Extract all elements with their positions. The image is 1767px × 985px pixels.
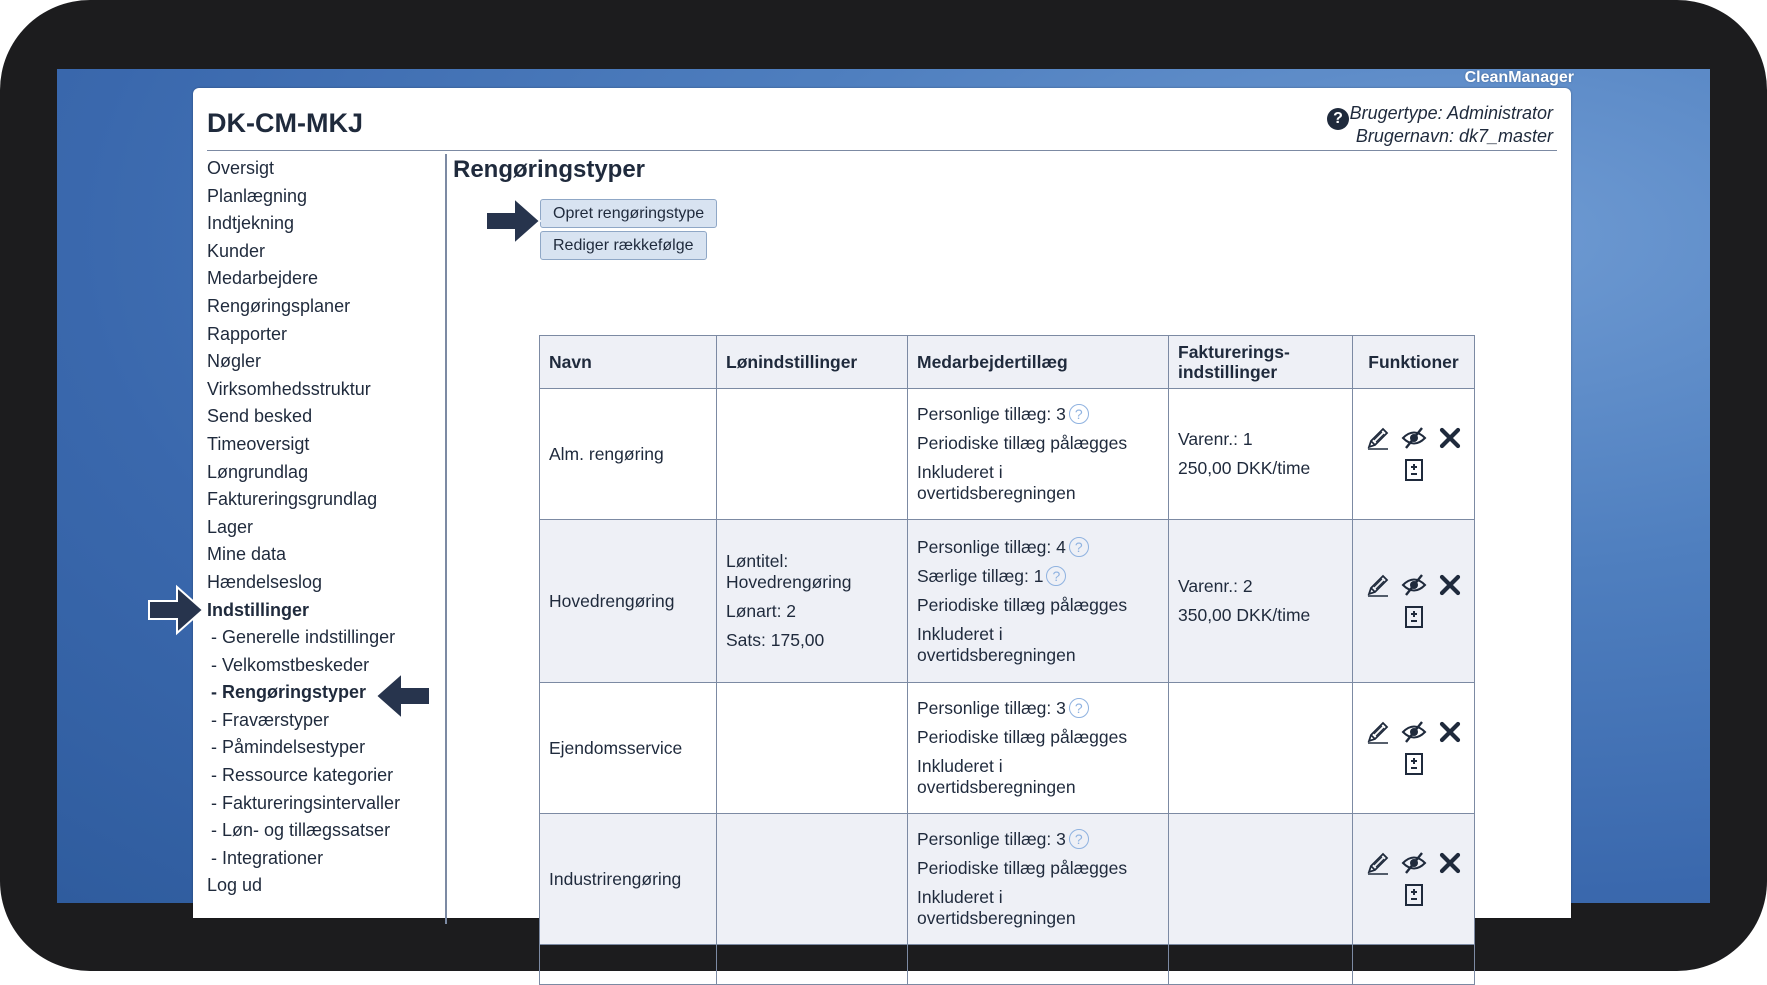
cell-salary	[717, 814, 908, 945]
cell-functions	[1353, 814, 1475, 945]
sidebar-item-rengoeringsplaner[interactable]: Rengøringsplaner	[207, 295, 351, 316]
cell-name: Industrirengøring	[540, 814, 717, 945]
sidebar-item-loengrundlag[interactable]: Løngrundlag	[207, 461, 309, 482]
username: Brugernavn: dk7_master	[1355, 126, 1553, 146]
salary-line: Løntitel: Hovedrengøring	[726, 551, 852, 592]
sidebar-divider	[445, 154, 447, 924]
cell-employee	[908, 945, 1169, 985]
cell-functions	[1353, 945, 1475, 985]
billing-line: Varenr.: 1	[1178, 429, 1253, 449]
employee-line: Særlige tillæg: 1	[917, 565, 1044, 586]
sidebar-item-faktureringsgrundlag[interactable]: Faktureringsgrundlag	[207, 489, 378, 510]
billing-line: 250,00 DKK/time	[1178, 458, 1311, 478]
table-header-row	[540, 336, 1475, 389]
info-icon[interactable]: ?	[1069, 698, 1089, 718]
annotation-arrow-left-icon	[374, 671, 432, 721]
employee-line: Personlige tillæg: 3	[917, 698, 1066, 718]
salary-line: Sats: 175,00	[726, 630, 825, 650]
cell-billing	[1169, 945, 1353, 985]
delete-x-icon[interactable]	[1437, 850, 1463, 876]
table-row	[540, 389, 1475, 520]
employee-line: Personlige tillæg: 3	[917, 829, 1066, 849]
cell-salary	[717, 945, 908, 985]
app-window	[193, 88, 1571, 928]
sidebar-subitem-integrationer[interactable]: - Integrationer	[211, 847, 324, 868]
billing-line: Varenr.: 2	[1178, 576, 1253, 596]
annotation-arrow-right-icon	[147, 585, 205, 635]
hide-eye-icon[interactable]	[1401, 850, 1427, 876]
app-header	[207, 88, 1557, 151]
sidebar-nav	[207, 155, 452, 900]
cell-salary	[717, 683, 908, 814]
sidebar-subitem-loen-og-tillaegssatser[interactable]: - Løn- og tillægssatser	[211, 820, 391, 841]
app-title: DK-CM-MKJ	[207, 108, 363, 138]
sidebar-item-send-besked[interactable]: Send besked	[207, 406, 313, 427]
edit-pencil-icon[interactable]	[1365, 572, 1391, 598]
sidebar-subitem-faktureringsintervaller[interactable]: - Faktureringsintervaller	[211, 792, 401, 813]
cell-billing	[1169, 683, 1353, 814]
cell-name: Alm. rengøring	[540, 389, 717, 520]
reorder-button[interactable]: Rediger rækkefølge	[540, 231, 707, 260]
column-header-loenindstillinger: Lønindstillinger	[717, 336, 908, 389]
cell-name: Hovedrengøring	[540, 520, 717, 683]
screen	[57, 69, 1710, 928]
hide-eye-icon[interactable]	[1401, 425, 1427, 451]
cell-name: Ejendomsservice	[540, 683, 717, 814]
table-row	[540, 520, 1475, 683]
clipboard-plus-minus-icon[interactable]	[1401, 882, 1427, 908]
sidebar-item-oversigt[interactable]: Oversigt	[207, 158, 275, 178]
table-row	[540, 945, 1475, 985]
billing-line: 350,00 DKK/time	[1178, 605, 1311, 625]
sidebar-subitem-ressource-kategorier[interactable]: - Ressource kategorier	[211, 765, 394, 786]
brand-label: CleanManager	[1464, 69, 1574, 86]
employee-line: Inkluderet i overtidsberegningen	[917, 756, 1076, 797]
hide-eye-icon[interactable]	[1401, 572, 1427, 598]
column-header-faktureringsindstillinger: Fakturerings- indstillinger	[1169, 336, 1353, 389]
cell-functions	[1353, 389, 1475, 520]
clipboard-plus-minus-icon[interactable]	[1401, 751, 1427, 777]
table-row	[540, 814, 1475, 945]
sidebar-item-noegler[interactable]: Nøgler	[207, 351, 262, 372]
sidebar-item-indtjekning[interactable]: Indtjekning	[207, 213, 295, 234]
clipboard-plus-minus-icon[interactable]	[1401, 457, 1427, 483]
help-icon[interactable]: ?	[1327, 108, 1349, 130]
create-cleaning-type-button[interactable]: Opret rengøringstype	[540, 199, 717, 228]
info-icon[interactable]: ?	[1069, 537, 1089, 557]
sidebar-item-mine-data[interactable]: Mine data	[207, 544, 287, 565]
cell-billing	[1169, 814, 1353, 945]
column-header-funktioner: Funktioner	[1353, 336, 1475, 389]
cell-name	[540, 945, 717, 985]
user-type: Brugertype: Administrator	[1349, 103, 1553, 123]
edit-pencil-icon[interactable]	[1365, 425, 1391, 451]
delete-x-icon[interactable]	[1437, 425, 1463, 451]
info-icon[interactable]: ?	[1069, 404, 1089, 424]
sidebar-item-medarbejdere[interactable]: Medarbejdere	[207, 268, 319, 289]
cell-billing	[1169, 389, 1353, 520]
delete-x-icon[interactable]	[1437, 719, 1463, 745]
sidebar-item-rapporter[interactable]: Rapporter	[207, 323, 288, 344]
column-header-navn: Navn	[540, 336, 717, 389]
page-title: Rengøringstyper	[453, 156, 646, 183]
cell-functions	[1353, 683, 1475, 814]
table-row	[540, 683, 1475, 814]
edit-pencil-icon[interactable]	[1365, 850, 1391, 876]
cell-employee	[908, 520, 1169, 683]
delete-x-icon[interactable]	[1437, 572, 1463, 598]
info-icon[interactable]: ?	[1046, 566, 1066, 586]
sidebar-item-kunder[interactable]: Kunder	[207, 240, 266, 261]
edit-pencil-icon[interactable]	[1365, 719, 1391, 745]
annotation-arrow-right-icon	[484, 196, 542, 246]
sidebar-item-indstillinger[interactable]: Indstillinger	[207, 599, 310, 620]
employee-line: Inkluderet i overtidsberegningen	[917, 462, 1076, 503]
salary-line: Lønart: 2	[726, 601, 797, 621]
employee-line: Periodiske tillæg pålægges	[917, 858, 1128, 878]
sidebar-item-planlaegning[interactable]: Planlægning	[207, 185, 308, 206]
sidebar-subitem-fravaerstyper[interactable]: - Fraværstyper	[211, 709, 330, 730]
cell-salary	[717, 389, 908, 520]
employee-line: Personlige tillæg: 4	[917, 536, 1066, 557]
sidebar-item-virksomhedsstruktur[interactable]: Virksomhedsstruktur	[207, 378, 371, 399]
cell-billing	[1169, 520, 1353, 683]
cleaning-types-table	[539, 335, 1475, 985]
sidebar-item-timeoversigt[interactable]: Timeoversigt	[207, 433, 310, 454]
employee-line: Periodiske tillæg pålægges	[917, 433, 1128, 453]
sidebar-subitem-velkomstbeskeder[interactable]: - Velkomstbeskeder	[211, 654, 370, 675]
employee-line: Periodiske tillæg pålægges	[917, 727, 1128, 747]
cell-employee	[908, 389, 1169, 520]
sidebar-item-log-ud[interactable]: Log ud	[207, 875, 263, 896]
employee-line: Inkluderet i overtidsberegningen	[917, 623, 1076, 665]
cell-employee	[908, 683, 1169, 814]
employee-line: Personlige tillæg: 3	[917, 404, 1066, 424]
sidebar-item-lager[interactable]: Lager	[207, 516, 254, 537]
clipboard-plus-minus-icon[interactable]	[1401, 604, 1427, 630]
info-icon[interactable]: ?	[1069, 829, 1089, 849]
employee-line: Periodiske tillæg pålægges	[917, 594, 1128, 615]
main-content	[453, 154, 1563, 928]
sidebar-subitem-rengoeringstyper[interactable]: - Rengøringstyper	[211, 682, 367, 703]
cell-salary	[717, 520, 908, 683]
user-info	[1350, 102, 1553, 148]
sidebar-subitem-paamindelsestyper[interactable]: - Påmindelsestyper	[211, 737, 366, 758]
sidebar-subitem-generelle-indstillinger[interactable]: - Generelle indstillinger	[211, 627, 396, 648]
employee-line: Inkluderet i overtidsberegningen	[917, 887, 1076, 928]
cell-functions	[1353, 520, 1475, 683]
sidebar-item-haendelseslog[interactable]: Hændelseslog	[207, 571, 323, 592]
cell-employee	[908, 814, 1169, 945]
hide-eye-icon[interactable]	[1401, 719, 1427, 745]
column-header-medarbejdertillaeg: Medarbejdertillæg	[908, 336, 1169, 389]
